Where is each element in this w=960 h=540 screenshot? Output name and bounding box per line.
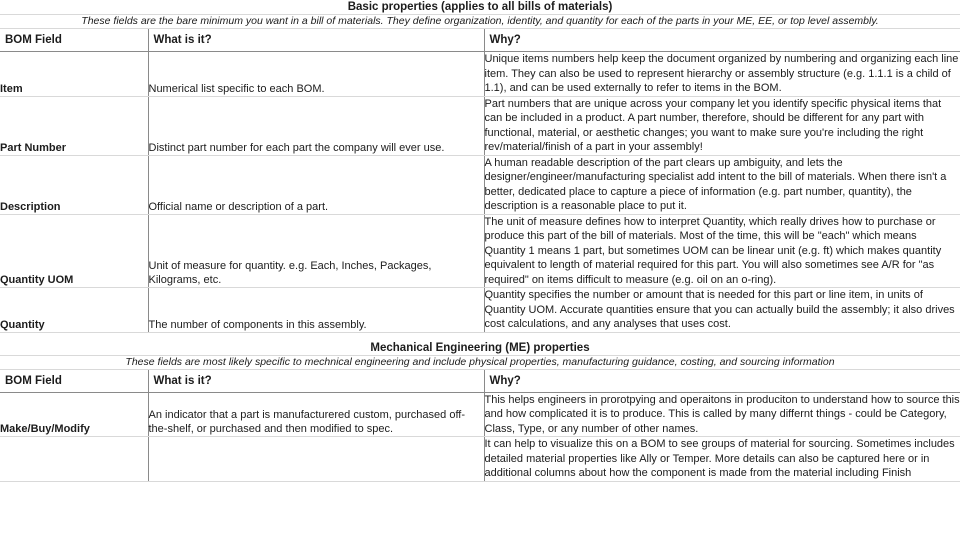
cell-bom-field: Make/Buy/Modify xyxy=(0,392,148,437)
table-header-row xyxy=(0,369,960,392)
cell-why: Unique items numbers help keep the document organized by numbering and organizing each line item. They can also be used to represent hierarchy or assembly structure (e.g. 1.1.1 is a child of 1.1), and can be used externally to refer to items in the BOM. xyxy=(484,53,959,94)
section-title-mechanical: Mechanical Engineering (ME) properties xyxy=(0,341,960,356)
cell-why: Part numbers that are unique across your company let you identify specific physical items that can be included in a product. A part number, therefore, should be different for any part with functional, material, or aesthetic changes; you want to make sure you're including the right rev/material/finish of a part in your assembly! xyxy=(484,96,960,155)
cell-why: Quantity specifies the number or amount that is needed for this part or line item, in units of Quantity UOM. Accurate quantities ensure that you can actually build the assembly; it also drives cost calculations, and any analyses that uses cost. xyxy=(484,288,960,333)
cell-what-is-it: Official name or description of a part. xyxy=(148,155,484,214)
section-subtitle-basic: These fields are the bare minimum you want in a bill of materials. They define organization, identity, and quantity for each of the parts in your ME, EE, or top level assembly. xyxy=(0,15,960,29)
section-subtitle-mechanical: These fields are most likely specific to mechnical engineering and include physical properties, manufacturing guidance, costing, and sourcing information xyxy=(0,355,960,369)
cell-bom-field: Part Number xyxy=(0,96,148,155)
cell-bom-field: Quantity UOM xyxy=(0,214,148,288)
cell-why: A human readable description of the part clears up ambiguity, and lets the designer/engineer/manufacturing specialist add intent to the bill of materials. When there isn't a better, dedicated place to capture a piece of information (e.g. part number, quantity), the description is a reasonable place to put it. xyxy=(484,155,960,214)
table-row-partial xyxy=(0,437,960,482)
cell-what-is-it: Numerical list specific to each BOM. xyxy=(148,52,484,97)
column-header-bom-field: BOM Field xyxy=(0,369,148,392)
table-row xyxy=(0,214,960,288)
table-row xyxy=(0,288,960,333)
column-header-what-is-it: What is it? xyxy=(148,29,484,52)
mechanical-properties-table xyxy=(0,341,960,482)
section-spacer xyxy=(0,333,960,341)
table-row xyxy=(0,392,960,437)
mechanical-properties-clip xyxy=(0,341,960,482)
section-title-row xyxy=(0,0,960,15)
cell-why: The unit of measure defines how to interpret Quantity, which really drives how to purchase or produce this part of the bill of materials. Most of the time, this will be "each" which means Quantity 1 means 1 part, but sometimes UOM can be linear unit (e.g. ft) which makes quantity equivalent to length of material required for this part. You will also sometimes see A/R for "as required" on items difficult to measure (e.g. oil on an o-ring). xyxy=(484,214,960,288)
table-row xyxy=(0,52,960,97)
table-row xyxy=(0,155,960,214)
table-row xyxy=(0,96,960,155)
section-subtitle-row xyxy=(0,355,960,369)
section-subtitle-row xyxy=(0,15,960,29)
cell-bom-field: Quantity xyxy=(0,288,148,333)
table-header-row xyxy=(0,29,960,52)
column-header-why: Why? xyxy=(484,29,960,52)
cell-why: This helps engineers in prorotpying and operaitons in produciton to understand how to source this and how complicated it is to produce. This is called by many differnt things - could be Category, Class, Type, or any number of other names. xyxy=(484,393,960,435)
cell-why: It can help to visualize this on a BOM to see groups of material for sourcing. Sometimes includes detailed material properties like Ally or Temper. More details can also be captured here or in additional columns about how the component is made from the material including Finish xyxy=(484,437,960,482)
section-title-row xyxy=(0,341,960,356)
cell-what-is-it: Distinct part number for each part the company will ever use. xyxy=(148,96,484,155)
cell-bom-field: Description xyxy=(0,155,148,214)
cell-what-is-it: Unit of measure for quantity. e.g. Each, Inches, Packages, Kilograms, etc. xyxy=(148,214,484,288)
cell-bom-field xyxy=(0,437,148,482)
cell-what-is-it: An indicator that a part is manufacturered custom, purchased off-the-shelf, or purchased and then modified to spec. xyxy=(148,392,484,437)
column-header-bom-field: BOM Field xyxy=(0,29,148,52)
section-title-basic: Basic properties (applies to all bills of materials) xyxy=(0,0,960,15)
column-header-what-is-it: What is it? xyxy=(148,369,484,392)
cell-bom-field: Item xyxy=(0,52,148,97)
cell-what-is-it xyxy=(148,437,484,482)
column-header-why: Why? xyxy=(484,369,960,392)
cell-what-is-it: The number of components in this assembly. xyxy=(148,288,484,333)
